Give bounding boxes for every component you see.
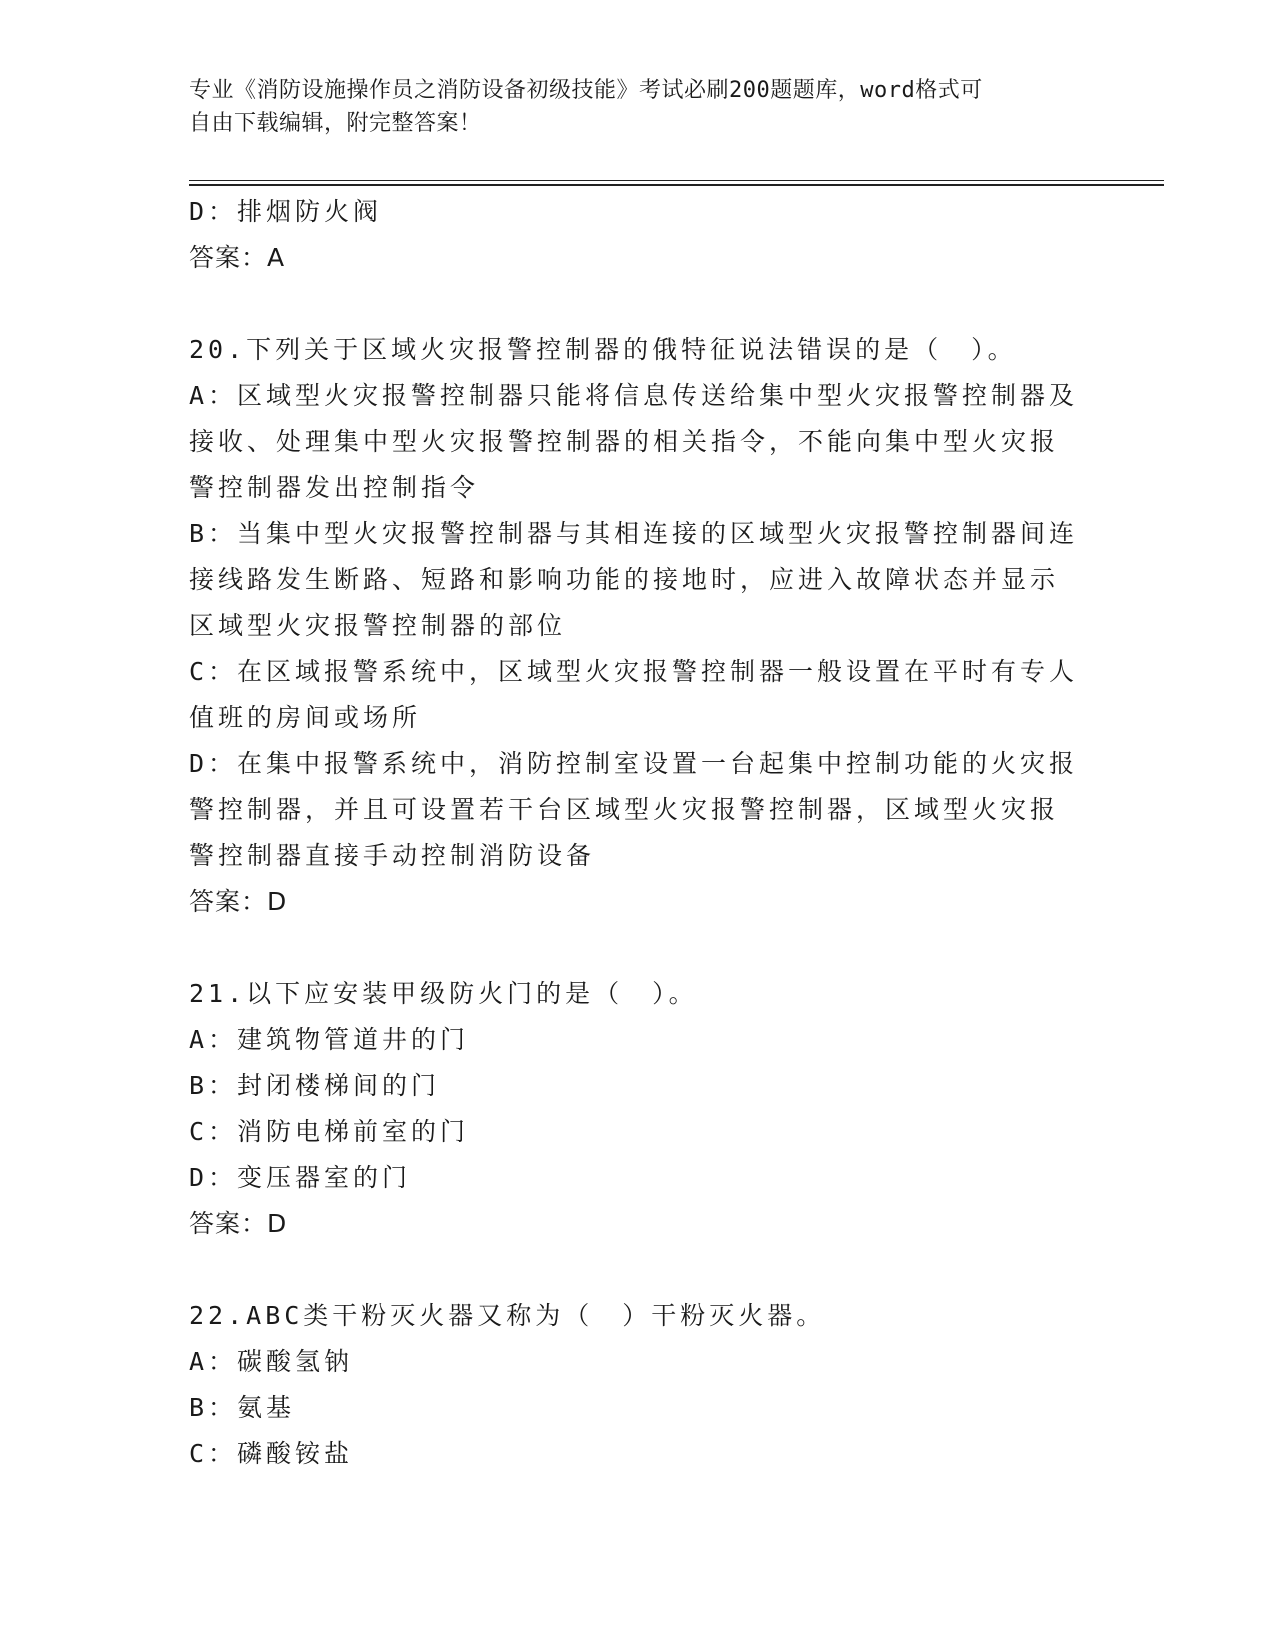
question-20 <box>189 327 1089 925</box>
option-a: A：碳酸氢钠 <box>189 1347 354 1376</box>
option-a-line-3: 警控制器发出控制指令 <box>189 473 480 502</box>
spacer <box>189 1247 1089 1293</box>
option-d: D：排烟防火阀 <box>189 197 383 226</box>
option-c: C：消防电梯前室的门 <box>189 1117 470 1146</box>
option-b: B：氨基 <box>189 1393 296 1422</box>
option-b-line-2: 接线路发生断路、短路和影响功能的接地时，应进入故障状态并显示 <box>189 565 1060 594</box>
answer-label: 答案：D <box>189 1209 288 1238</box>
option-d-line-2: 警控制器，并且可设置若干台区域型火灾报警控制器，区域型火灾报 <box>189 795 1060 824</box>
option-a: A：建筑物管道井的门 <box>189 1025 470 1054</box>
document-header <box>189 74 1089 140</box>
option-b: B：封闭楼梯间的门 <box>189 1071 441 1100</box>
option-d-line-1: D：在集中报警系统中，消防控制室设置一台起集中控制功能的火灾报 <box>189 749 1079 778</box>
option-d: D：变压器室的门 <box>189 1163 412 1192</box>
question-22 <box>189 1293 1089 1477</box>
question-stem: 20.下列关于区域火灾报警控制器的俄特征说法错误的是（ ）。 <box>189 335 1017 364</box>
answer-label: 答案：D <box>189 887 288 916</box>
option-a-line-2: 接收、处理集中型火灾报警控制器的相关指令，不能向集中型火灾报 <box>189 427 1060 456</box>
spacer <box>189 281 1089 327</box>
question-21 <box>189 971 1089 1247</box>
question-stem: 22.ABC类干粉灭火器又称为（ ）干粉灭火器。 <box>189 1301 826 1330</box>
option-b-line-1: B：当集中型火灾报警控制器与其相连接的区域型火灾报警控制器间连 <box>189 519 1079 548</box>
option-c-line-2: 值班的房间或场所 <box>189 703 422 732</box>
header-divider-thin <box>189 180 1164 181</box>
answer-label: 答案：A <box>189 243 286 272</box>
spacer <box>189 925 1089 971</box>
option-a-line-1: A：区域型火灾报警控制器只能将信息传送给集中型火灾报警控制器及 <box>189 381 1079 410</box>
question-stem: 21.以下应安装甲级防火门的是（ ）。 <box>189 979 698 1008</box>
option-d-line-3: 警控制器直接手动控制消防设备 <box>189 841 596 870</box>
option-b-line-3: 区域型火灾报警控制器的部位 <box>189 611 567 640</box>
header-divider-thick <box>189 184 1164 186</box>
option-c: C：磷酸铵盐 <box>189 1439 354 1468</box>
header-line-2: 自由下载编辑，附完整答案！ <box>189 111 482 136</box>
header-line-1: 专业《消防设施操作员之消防设备初级技能》考试必刷200题题库，word格式可 <box>189 78 983 103</box>
question-content <box>189 189 1089 1477</box>
option-c-line-1: C：在区域报警系统中，区域型火灾报警控制器一般设置在平时有专人 <box>189 657 1079 686</box>
